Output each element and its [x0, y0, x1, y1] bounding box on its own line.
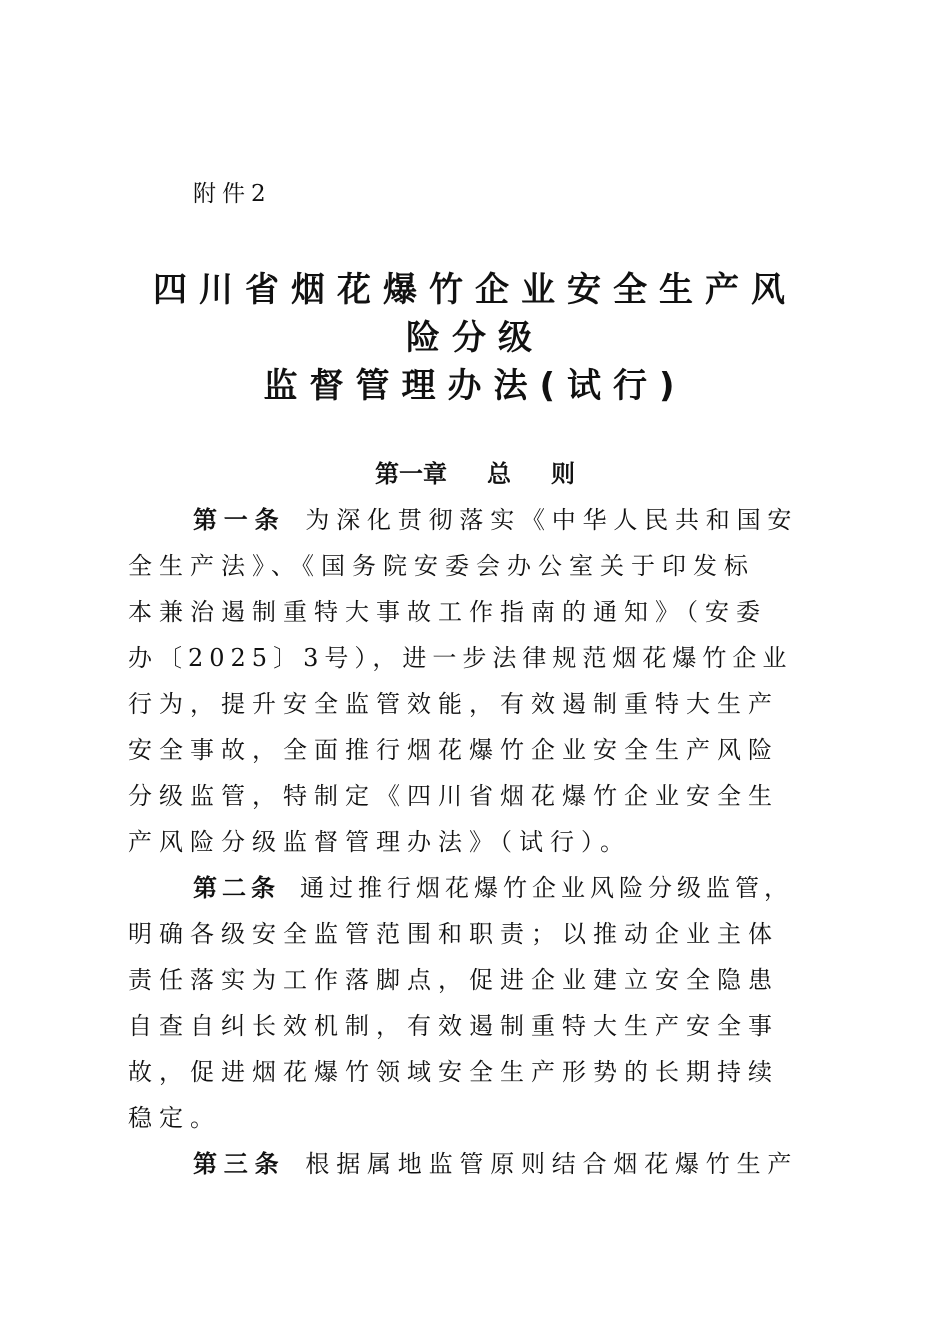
article-1-heading: 第一条: [193, 506, 286, 534]
article-1-line: 分级监管，特制定《四川省烟花爆竹企业安全生: [128, 782, 779, 810]
article-1-text: 为深化贯彻落实《中华人民共和国安: [305, 506, 799, 534]
article-3-heading: 第三条: [193, 1150, 286, 1178]
article-3-text: 根据属地监管原则结合烟花爆竹生产: [305, 1150, 799, 1178]
article-1-line: 产风险分级监督管理办法》（试行）。: [128, 828, 631, 856]
chapter-name-part-2: 则: [551, 460, 575, 488]
article-2-line: 明确各级安全监管范围和职责；以推动企业主体: [128, 920, 779, 948]
document-title-line-2: 险分级: [406, 318, 544, 358]
article-3-line: [193, 1144, 798, 1179]
article-1-line: [193, 500, 798, 535]
article-2-line: 故，促进烟花爆竹领域安全生产形势的长期持续: [128, 1058, 779, 1086]
article-2-line: 责任落实为工作落脚点，促进企业建立安全隐患: [128, 966, 779, 994]
article-2-heading: 第二条: [193, 874, 280, 902]
attachment-label: 附件2: [193, 181, 272, 207]
article-1-line: 行为，提升安全监管效能，有效遏制重特大生产: [128, 690, 779, 718]
chapter-heading: [0, 454, 950, 489]
article-1-line: 安全事故，全面推行烟花爆竹企业安全生产风险: [128, 736, 779, 764]
document-title-line-3: 监督管理办法(试行): [263, 366, 687, 406]
article-1-line: 全生产法》、《国务院安委会办公室关于印发标: [128, 552, 755, 580]
article-2-text: 通过推行烟花爆竹企业风险分级监管，: [300, 874, 793, 902]
article-1-line: 本兼治遏制重特大事故工作指南的通知》（安委: [128, 598, 767, 626]
chapter-number: 第一章: [375, 460, 447, 488]
article-2-line: 自查自纠长效机制，有效遏制重特大生产安全事: [128, 1012, 779, 1040]
article-1-line: 办〔2025〕3号），进一步法律规范烟花爆竹企业: [128, 644, 793, 672]
document-title-line-1: 四川省烟花爆竹企业安全生产风: [153, 270, 797, 310]
article-2-line: 稳定。: [128, 1104, 221, 1132]
chapter-name-part-1: 总: [487, 460, 511, 488]
article-2-line: [193, 868, 793, 903]
